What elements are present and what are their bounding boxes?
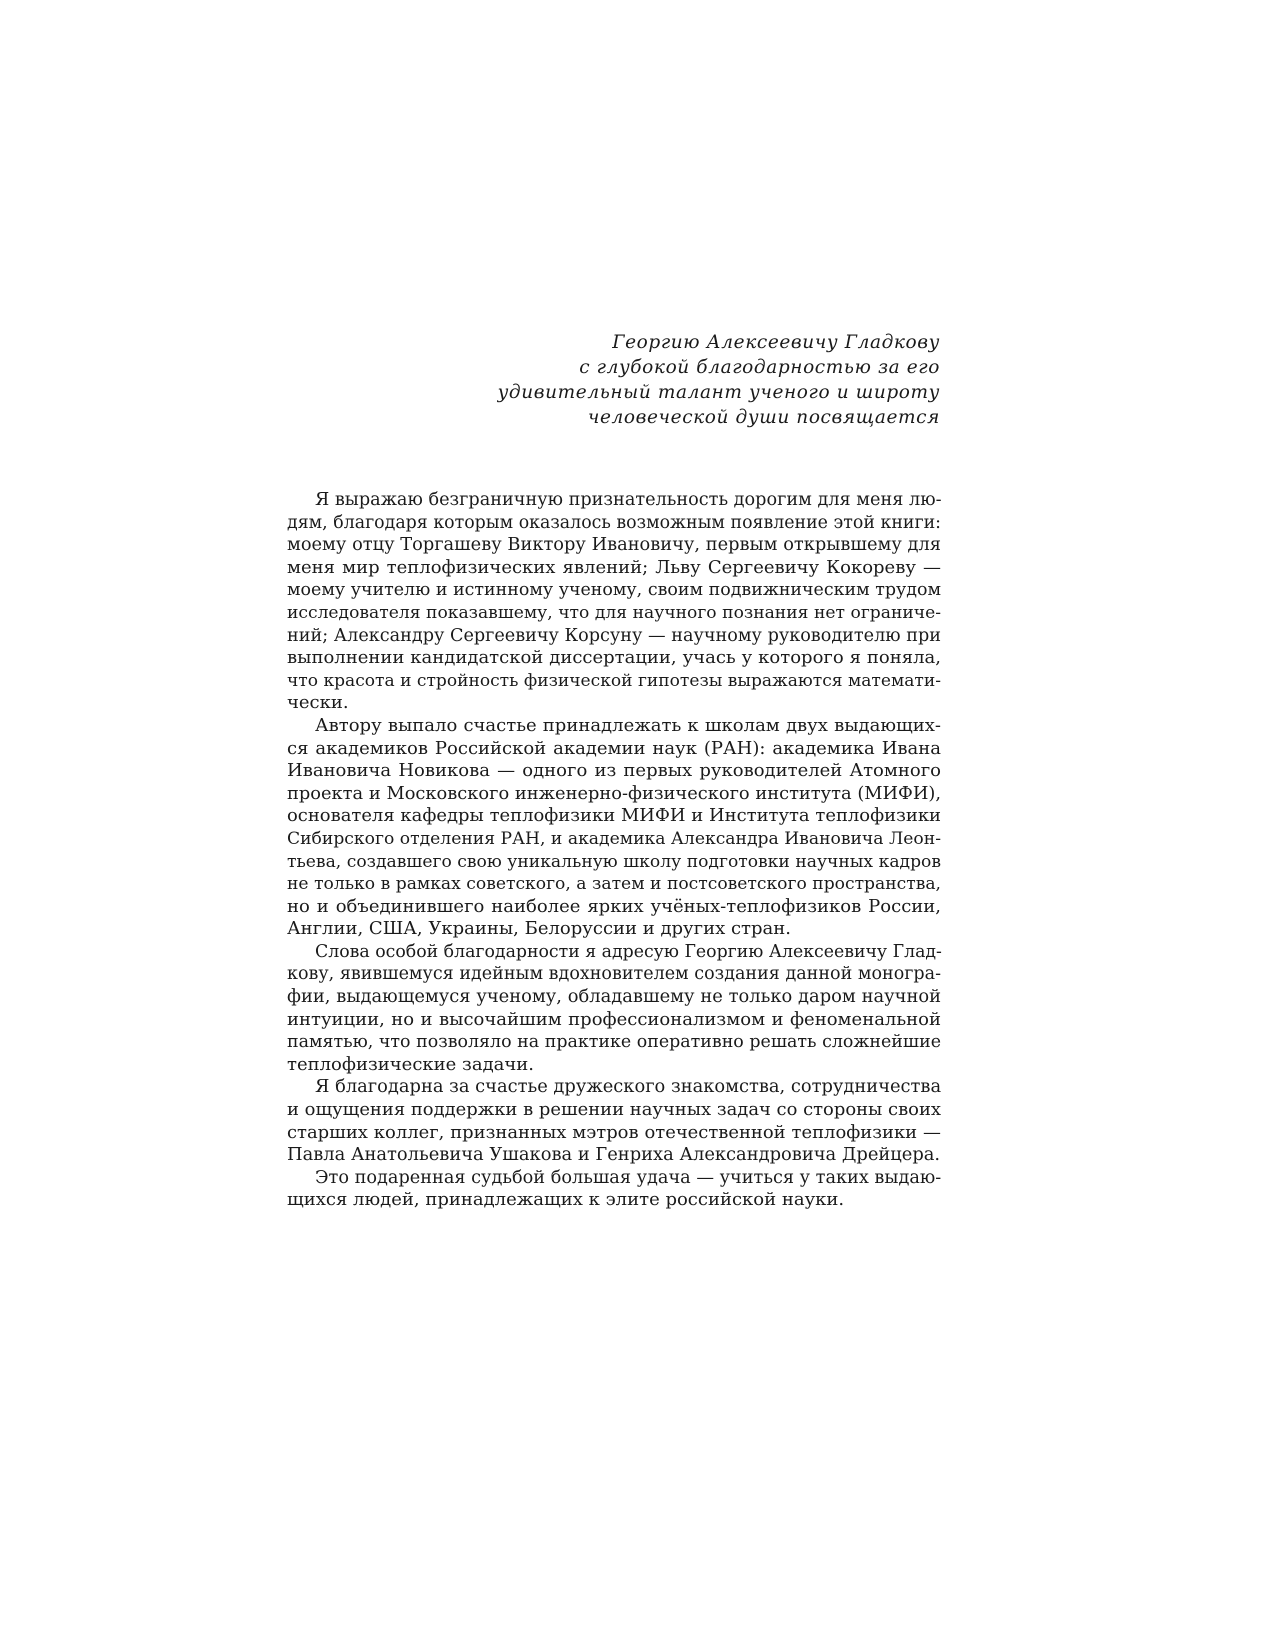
text-line: не только в рамках советского, а затем и постсоветского пространства,: [287, 874, 941, 895]
text-line: тьева, создавшего свою уникальную школу подготовки научных кадров: [287, 851, 941, 872]
dedication-line: с глубокой благодарностью за его: [579, 357, 940, 378]
text-line: ний; Александру Сергеевичу Корсуну — научному руководителю при: [287, 625, 941, 646]
dedication-line: Георгию Алексеевичу Гладкову: [612, 332, 940, 353]
dedication: [470, 330, 940, 430]
paragraph-special-thanks: [287, 941, 941, 1077]
text-line: Я выражаю безграничную признательность дорогим для меня лю-: [315, 490, 942, 510]
text-line: памятью, что позволяло на практике оперативно решать сложнейшие: [287, 1032, 941, 1053]
text-line: Англии, США, Украины, Белоруссии и других стран.: [287, 918, 791, 940]
text-line: выполнении кандидатской диссертации, учась у которого я поняла,: [287, 647, 941, 669]
text-line: щихся людей, принадлежащих к элите российской науки.: [287, 1189, 845, 1211]
text-line: моему учителю и истинному ученому, своим подвижническим трудом: [287, 580, 941, 601]
text-line: Ивановича Новикова — одного из первых руководителей Атомного: [287, 760, 941, 782]
text-line: Автору выпало счастье принадлежать к школам двух выдающих-: [315, 714, 941, 736]
text-line: Это подаренная судьбой большая удача — учиться у таких выдаю-: [315, 1167, 942, 1188]
text-line: что красота и стройность физической гипотезы выражаются математи-: [287, 670, 941, 691]
text-line: и ощущения поддержки в решении научных задач со стороны своих: [287, 1099, 941, 1121]
text-line: меня мир теплофизических явлений; Льву Сергеевичу Кокореву —: [287, 556, 941, 578]
text-line: моему отцу Торгашеву Виктору Ивановичу, первым открывшему для: [287, 534, 941, 556]
paragraph-colleagues: [287, 1076, 941, 1166]
text-line: Слова особой благодарности я адресую Георгию Алексеевичу Глад-: [315, 941, 942, 962]
text-line: фии, выдающемуся ученому, обладавшему не только даром научной: [287, 986, 941, 1008]
paragraph-fortune: [287, 1167, 941, 1212]
paragraph-gratitude: [287, 489, 941, 715]
dedication-line: человеческой души посвящается: [587, 407, 940, 428]
text-line: Я благодарна за счастье дружеского знакомства, сотрудничества: [315, 1076, 942, 1098]
text-line: интуиции, но и высочайшим профессионализмом и феноменальной: [287, 1008, 941, 1030]
text-line: ся академиков Российской академии наук (РАН): академика Ивана: [287, 737, 941, 759]
text-line: дям, благодаря которым оказалось возможным появление этой книги:: [287, 512, 941, 533]
text-line: Сибирского отделения РАН, и академика Александра Ивановича Леон-: [287, 828, 941, 849]
text-line: теплофизические задачи.: [287, 1053, 535, 1075]
acknowledgements-text: [287, 489, 941, 1212]
text-line: но и объединившего наиболее ярких учёных-теплофизиков России,: [287, 895, 941, 917]
paragraph-schools: [287, 715, 941, 941]
text-line: исследователя показавшему, что для научного познания нет ограниче-: [287, 602, 941, 623]
text-line: Павла Анатольевича Ушакова и Генриха Александровича Дрейцера.: [287, 1144, 941, 1166]
text-line: кову, явившемуся идейным вдохновителем создания данной моногра-: [287, 964, 941, 985]
text-line: основателя кафедры теплофизики МИФИ и Института теплофизики: [287, 805, 941, 827]
text-line: проекта и Московского инженерно-физического института (МИФИ),: [287, 782, 941, 804]
text-line: чески.: [287, 692, 349, 714]
dedication-line: удивительный талант ученого и широту: [497, 382, 940, 403]
text-line: старших коллег, признанных мэтров отечественной теплофизики —: [287, 1121, 941, 1143]
